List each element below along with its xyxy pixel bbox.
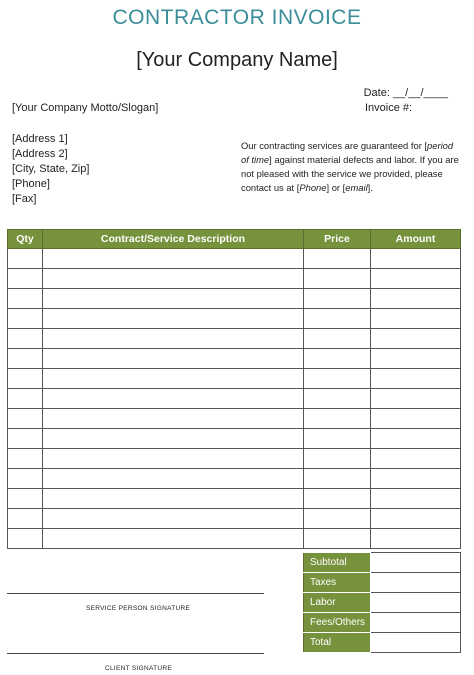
qty-cell[interactable] xyxy=(8,449,43,469)
amount-cell[interactable] xyxy=(371,489,461,509)
price-cell[interactable] xyxy=(304,369,371,389)
qty-cell[interactable] xyxy=(8,369,43,389)
totals-row-subtotal xyxy=(304,553,461,573)
description-cell[interactable] xyxy=(43,349,304,369)
address-phone[interactable]: [Phone] xyxy=(12,178,50,190)
taxes-value[interactable] xyxy=(371,573,461,593)
amount-cell[interactable] xyxy=(371,449,461,469)
address-fax[interactable]: [Fax] xyxy=(12,193,37,205)
price-cell[interactable] xyxy=(304,349,371,369)
qty-cell[interactable] xyxy=(8,349,43,369)
table-row xyxy=(8,249,461,269)
qty-cell[interactable] xyxy=(8,469,43,489)
qty-cell[interactable] xyxy=(8,269,43,289)
table-row xyxy=(8,529,461,549)
subtotal-label: Subtotal xyxy=(304,553,371,573)
table-row xyxy=(8,429,461,449)
table-row xyxy=(8,289,461,309)
amount-cell[interactable] xyxy=(371,349,461,369)
address-city-state-zip[interactable]: [City, State, Zip] xyxy=(12,163,90,175)
table-header-row xyxy=(8,230,461,249)
line-items-body xyxy=(8,249,461,549)
qty-cell[interactable] xyxy=(8,429,43,449)
price-cell[interactable] xyxy=(304,309,371,329)
qty-cell[interactable] xyxy=(8,529,43,549)
qty-cell[interactable] xyxy=(8,249,43,269)
total-label: Total xyxy=(304,633,371,653)
amount-cell[interactable] xyxy=(371,269,461,289)
table-row xyxy=(8,349,461,369)
price-cell[interactable] xyxy=(304,489,371,509)
price-cell[interactable] xyxy=(304,389,371,409)
column-header-description: Contract/Service Description xyxy=(43,230,304,249)
qty-cell[interactable] xyxy=(8,309,43,329)
company-name[interactable]: [Your Company Name] xyxy=(136,49,338,71)
labor-label: Labor xyxy=(304,593,371,613)
amount-cell[interactable] xyxy=(371,309,461,329)
qty-cell[interactable] xyxy=(8,509,43,529)
qty-cell[interactable] xyxy=(8,389,43,409)
description-cell[interactable] xyxy=(43,489,304,509)
price-cell[interactable] xyxy=(304,469,371,489)
table-row xyxy=(8,509,461,529)
qty-cell[interactable] xyxy=(8,289,43,309)
price-cell[interactable] xyxy=(304,269,371,289)
fees-others-value[interactable] xyxy=(371,613,461,633)
service-person-signature-line[interactable] xyxy=(7,593,264,594)
price-cell[interactable] xyxy=(304,529,371,549)
price-cell[interactable] xyxy=(304,409,371,429)
amount-cell[interactable] xyxy=(371,369,461,389)
qty-cell[interactable] xyxy=(8,329,43,349)
invoice-number-field[interactable]: Invoice #: xyxy=(365,102,413,114)
client-signature-label: CLIENT SIGNATURE xyxy=(105,665,173,672)
description-cell[interactable] xyxy=(43,369,304,389)
table-row xyxy=(8,329,461,349)
amount-cell[interactable] xyxy=(371,389,461,409)
description-cell[interactable] xyxy=(43,249,304,269)
table-row xyxy=(8,449,461,469)
description-cell[interactable] xyxy=(43,329,304,349)
invoice-title: CONTRACTOR INVOICE xyxy=(112,6,362,29)
table-row xyxy=(8,409,461,429)
amount-cell[interactable] xyxy=(371,289,461,309)
totals-row-fees xyxy=(304,613,461,633)
description-cell[interactable] xyxy=(43,449,304,469)
company-motto[interactable]: [Your Company Motto/Slogan] xyxy=(12,102,159,114)
column-header-qty: Qty xyxy=(8,230,43,249)
amount-cell[interactable] xyxy=(371,329,461,349)
amount-cell[interactable] xyxy=(371,469,461,489)
client-signature-line[interactable] xyxy=(7,653,264,654)
totals-row-taxes xyxy=(304,573,461,593)
description-cell[interactable] xyxy=(43,509,304,529)
table-row xyxy=(8,309,461,329)
table-row xyxy=(8,489,461,509)
amount-cell[interactable] xyxy=(371,529,461,549)
guarantee-text: Our contracting services are guaranteed for [period of time] against material defects and labor. If you are not pleased with the service we provided, please contact us at [Phone] or [email]. xyxy=(241,140,459,193)
description-cell[interactable] xyxy=(43,469,304,489)
price-cell[interactable] xyxy=(304,329,371,349)
table-row xyxy=(8,369,461,389)
address-line-1[interactable]: [Address 1] xyxy=(12,133,68,145)
description-cell[interactable] xyxy=(43,309,304,329)
address-line-2[interactable]: [Address 2] xyxy=(12,148,68,160)
description-cell[interactable] xyxy=(43,429,304,449)
description-cell[interactable] xyxy=(43,289,304,309)
amount-cell[interactable] xyxy=(371,509,461,529)
price-cell[interactable] xyxy=(304,249,371,269)
qty-cell[interactable] xyxy=(8,409,43,429)
totals-row-total xyxy=(304,633,461,653)
subtotal-value[interactable] xyxy=(371,553,461,573)
line-items-table xyxy=(7,229,461,549)
description-cell[interactable] xyxy=(43,409,304,429)
price-cell[interactable] xyxy=(304,449,371,469)
price-cell[interactable] xyxy=(304,429,371,449)
price-cell[interactable] xyxy=(304,509,371,529)
description-cell[interactable] xyxy=(43,529,304,549)
total-value[interactable] xyxy=(371,633,461,653)
taxes-label: Taxes xyxy=(304,573,371,593)
table-row xyxy=(8,469,461,489)
description-cell[interactable] xyxy=(43,269,304,289)
totals-row-labor xyxy=(304,593,461,613)
qty-cell[interactable] xyxy=(8,489,43,509)
amount-cell[interactable] xyxy=(371,409,461,429)
price-cell[interactable] xyxy=(304,289,371,309)
totals-table xyxy=(303,552,461,653)
service-person-signature-label: SERVICE PERSON SIGNATURE xyxy=(86,605,191,612)
amount-cell[interactable] xyxy=(371,249,461,269)
column-header-amount: Amount xyxy=(371,230,461,249)
amount-cell[interactable] xyxy=(371,429,461,449)
table-row xyxy=(8,389,461,409)
fees-others-label: Fees/Others xyxy=(304,613,371,633)
labor-value[interactable] xyxy=(371,593,461,613)
address-block xyxy=(12,132,89,207)
column-header-price: Price xyxy=(304,230,371,249)
description-cell[interactable] xyxy=(43,389,304,409)
date-field[interactable]: Date: __/__/____ xyxy=(363,87,448,99)
table-row xyxy=(8,269,461,289)
